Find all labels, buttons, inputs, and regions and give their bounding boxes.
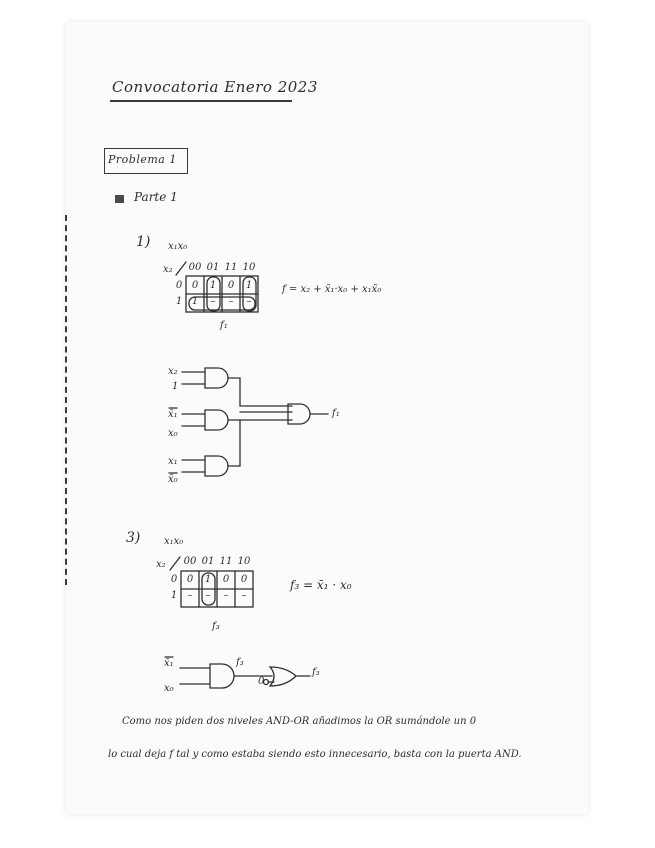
kmap-cell: 0	[222, 574, 230, 585]
gate-input-label: x̄₀	[168, 474, 178, 485]
kmap-cell: 1	[204, 574, 212, 585]
item3-col-header: 10	[237, 556, 251, 567]
item3-col-header: 00	[183, 556, 197, 567]
item1-row-var: x₂	[163, 264, 173, 275]
part-heading: Parte 1	[134, 190, 178, 204]
item3-intermediate-label: f₃	[236, 657, 244, 668]
item3-row-var: x₂	[156, 559, 166, 570]
item3-col-vars: x₁x₀	[164, 536, 184, 547]
kmap-1-grid	[176, 262, 258, 312]
item1-row-header: 1	[175, 296, 183, 307]
page-title: Convocatoria Enero 2023	[112, 78, 318, 96]
kmap-cell: 0	[240, 574, 248, 585]
item3-row-header: 1	[170, 590, 178, 601]
gate-input-label: 1	[172, 381, 179, 392]
item1-col-vars: x₁x₀	[168, 241, 188, 252]
circuit-3	[180, 664, 310, 688]
gate-input-label: x₂	[168, 366, 178, 377]
problem-heading: Problema 1	[108, 153, 177, 166]
item1-row-header: 0	[175, 280, 183, 291]
gate-input-label: x̄₁	[164, 658, 174, 669]
item3-equation: f₃ = x̄₁ · x₀	[290, 578, 352, 592]
kmap-cell: –	[228, 296, 234, 307]
kmap-cell: 1	[245, 280, 253, 291]
item3-number: 3)	[126, 530, 141, 546]
item1-col-header: 10	[242, 262, 256, 273]
kmap-cell: –	[246, 296, 252, 307]
kmap-cell: 0	[191, 280, 199, 291]
item3-zero-input: 0	[258, 676, 265, 687]
item1-equation: f = x₂ + x̄₁·x₀ + x₁x̄₀	[282, 284, 382, 295]
item3-col-header: 01	[201, 556, 215, 567]
kmap-cell: 0	[186, 574, 194, 585]
gate-input-label: x̄₁	[168, 409, 178, 420]
item1-col-header: 00	[188, 262, 202, 273]
circuit-1	[182, 368, 328, 476]
kmap-cell: –	[205, 590, 211, 601]
item3-function-label: f₃	[212, 621, 220, 632]
gate-input-label: x₁	[168, 456, 178, 467]
explanation-line: Como nos piden dos niveles AND-OR añadimos la OR sumándole un 0	[122, 716, 477, 727]
item1-col-header: 11	[224, 262, 238, 273]
item3-output-label: f₃	[312, 667, 320, 678]
kmap-cell: –	[210, 296, 216, 307]
kmap-3-grid	[170, 557, 253, 607]
kmap-cell: –	[241, 590, 247, 601]
kmap-cell: 0	[227, 280, 235, 291]
item1-function-label: f₁	[220, 320, 228, 331]
gate-input-label: x₀	[168, 428, 178, 439]
item1-col-header: 01	[206, 262, 220, 273]
item1-number: 1)	[136, 234, 151, 250]
gate-input-label: x₀	[164, 683, 174, 694]
kmap-cell: 1	[209, 280, 217, 291]
kmap-cell: 1	[191, 296, 199, 307]
kmap-cell: –	[223, 590, 229, 601]
item1-output-label: f₁	[332, 408, 340, 419]
item3-col-header: 11	[219, 556, 233, 567]
item3-row-header: 0	[170, 574, 178, 585]
kmap-cell: –	[187, 590, 193, 601]
explanation-line: lo cual deja f tal y como estaba siendo esto innecesario, basta con la puerta AND.	[108, 749, 522, 760]
